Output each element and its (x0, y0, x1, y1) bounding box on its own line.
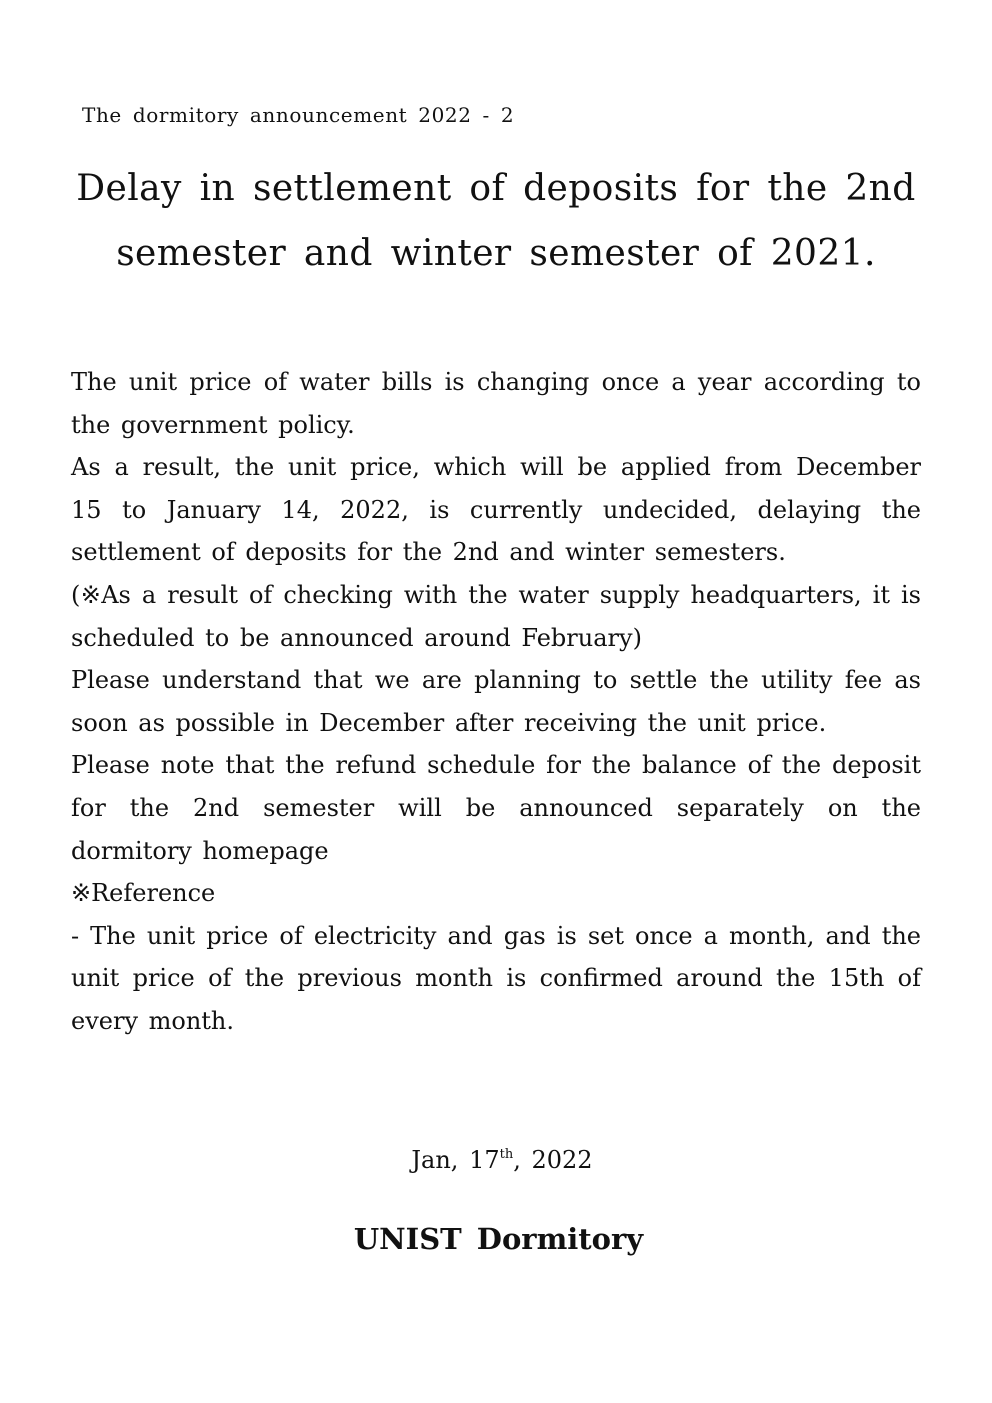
paragraph-utility-fee-plan: Please understand that we are planning to settle the utility fee as soon as possible in December after receiving the unit price. (71, 666, 921, 737)
paragraph-water-supply-note: (※As a result of checking with the water supply headquarters, it is scheduled to be announced around February) (71, 580, 921, 652)
reference-text: - The unit price of electricity and gas is set once a month, and the unit price of the previous month is confirmed around the 15th of every month. (71, 921, 921, 1035)
date-prefix: Jan, 17 (411, 1146, 500, 1174)
reference-label: ※Reference (71, 879, 216, 908)
announcement-date (0, 1146, 992, 1174)
paragraph-water-bill-policy: The unit price of water bills is changing once a year according to the government policy. (71, 368, 921, 439)
paragraph-settlement-delay: As a result, the unit price, which will be applied from December 15 to January 14, 2022, is currently undecided, delaying the settlement of deposits for the 2nd and winter semesters. (71, 453, 921, 567)
announcement-body (71, 361, 921, 1043)
paragraph-refund-schedule: Please note that the refund schedule for the balance of the deposit for the 2nd semester will be announced separately on the dormitory homepage (71, 751, 921, 865)
announcement-number: The dormitory announcement 2022 - 2 (82, 103, 515, 127)
title-line-2: semester and winter semester of 2021. (116, 233, 876, 274)
date-rest: , 2022 (513, 1146, 593, 1174)
signature: UNIST Dormitory (353, 1222, 644, 1256)
date-ordinal-suffix: th (499, 1147, 514, 1162)
title-line-1: Delay in settlement of deposits for the 2nd (76, 168, 916, 209)
